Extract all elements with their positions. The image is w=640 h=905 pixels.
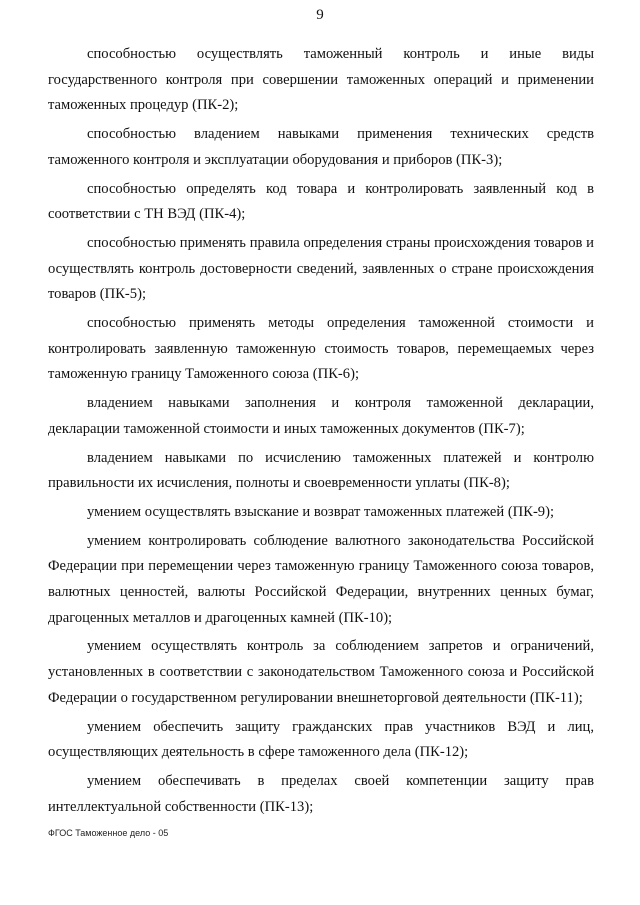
- paragraph-pk-5: способностью применять правила определения страны происхождения товаров и осуществлять контроль достоверности сведений, заявленных о стране происхождения товаров (ПК-5);: [48, 234, 594, 303]
- page-number: 9: [316, 7, 324, 23]
- paragraph-pk-11: умением осуществлять контроль за соблюдением запретов и ограничений, установленных в соответствии с законодательством Таможенного союза и Российской Федерации о государственном регулировании внешнеторговой деятельности (ПК-11);: [48, 638, 594, 706]
- paragraph-pk-10: умением контролировать соблюдение валютного законодательства Российской Федерации при перемещении через таможенную границу Таможенного союза товаров, валютных ценностей, валюты Российской Федерации, внутренних ценных бумаг, драгоценных металлов и драгоценных камней (ПК-10);: [48, 532, 594, 626]
- paragraph-pk-12: умением обеспечить защиту гражданских прав участников ВЭД и лиц, осуществляющих деятельность в сфере таможенного дела (ПК-12);: [48, 718, 594, 761]
- page-footer: ФГОС Таможенное дело - 05: [48, 828, 169, 838]
- paragraph-pk-7: владением навыками заполнения и контроля таможенной декларации, декларации таможенной стоимости и иных таможенных документов (ПК-7);: [48, 395, 594, 437]
- paragraph-pk-3: способностью владением навыками применения технических средств таможенного контроля и эксплуатации оборудования и приборов (ПК-3);: [48, 126, 594, 168]
- paragraph-pk-13: умением обеспечивать в пределах своей компетенции защиту прав интеллектуальной собственности (ПК-13);: [48, 772, 594, 815]
- paragraph-pk-9: умением осуществлять взыскание и возврат таможенных платежей (ПК-9);: [87, 503, 555, 520]
- paragraph-pk-6: способностью применять методы определения таможенной стоимости и контролировать заявленную таможенную стоимость товаров, перемещаемых через таможенную границу Таможенного союза (ПК-6);: [48, 315, 594, 383]
- paragraph-pk-8: владением навыками по исчислению таможенных платежей и контролю правильности их исчисления, полноты и своевременности уплаты (ПК-8);: [48, 449, 594, 492]
- paragraph-pk-2: способностью осуществлять таможенный контроль и иные виды государственного контроля при совершении таможенных операций и применении таможенных процедур (ПК-2);: [48, 46, 594, 114]
- paragraph-pk-4: способностью определять код товара и контролировать заявленный код в соответствии с ТН ВЭД (ПК-4);: [48, 180, 594, 223]
- document-body: [48, 42, 594, 823]
